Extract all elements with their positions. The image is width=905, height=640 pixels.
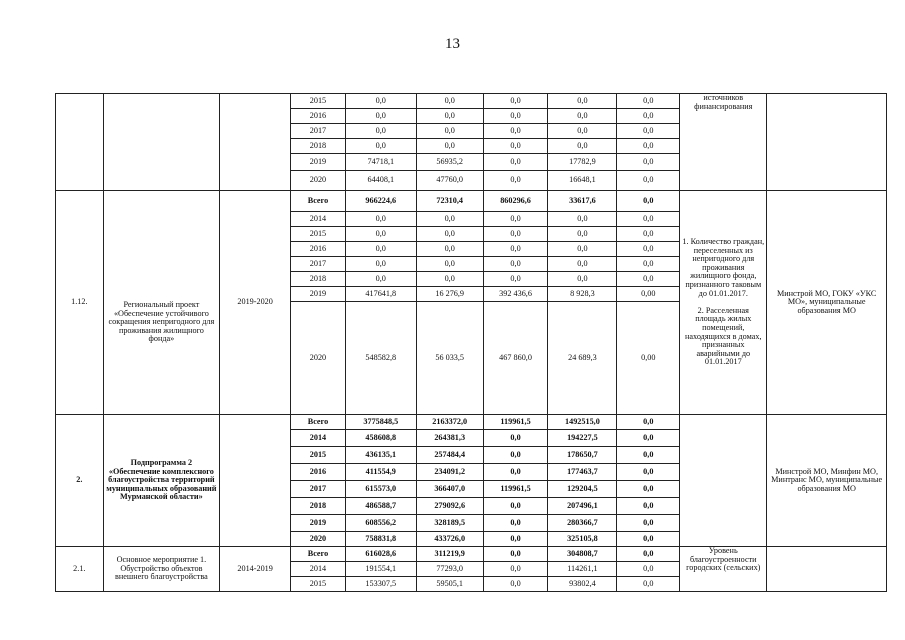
amount-cell: 0,0 — [483, 430, 548, 447]
amount-cell: 2163372,0 — [416, 415, 483, 430]
amount-cell: 0,0 — [617, 124, 680, 139]
amount-cell: 467 860,0 — [483, 302, 548, 415]
amount-cell: 0,0 — [548, 139, 617, 154]
amount-cell: 0,0 — [416, 272, 483, 287]
amount-cell: 0,0 — [617, 464, 680, 481]
page-number: 13 — [445, 36, 460, 52]
year-cell: Всего — [291, 415, 346, 430]
amount-cell: 0,0 — [617, 532, 680, 547]
year-cell: 2015 — [291, 227, 346, 242]
amount-cell: 0,0 — [416, 94, 483, 109]
amount-cell: 0,0 — [483, 562, 548, 577]
amount-cell: 0,0 — [617, 139, 680, 154]
period-cell — [220, 94, 291, 191]
amount-cell: 0,0 — [617, 515, 680, 532]
amount-cell: 433726,0 — [416, 532, 483, 547]
amount-cell: 311219,9 — [416, 547, 483, 562]
amount-cell: 0,00 — [617, 302, 680, 415]
amount-cell: 548582,8 — [345, 302, 416, 415]
item-name-cell: Подпрограмма 2 «Обеспечение комплексного благоустройства территорий муниципальных образований Мурманской области» — [103, 415, 220, 547]
item-number-cell: 1.12. — [56, 191, 104, 415]
amount-cell: 0,0 — [483, 547, 548, 562]
year-cell: 2014 — [291, 212, 346, 227]
amount-cell: 0,0 — [617, 257, 680, 272]
amount-cell: 0,0 — [617, 430, 680, 447]
amount-cell: 56 033,5 — [416, 302, 483, 415]
amount-cell: 279092,6 — [416, 498, 483, 515]
amount-cell: 458608,8 — [345, 430, 416, 447]
period-cell — [220, 415, 291, 547]
amount-cell: 0,0 — [617, 415, 680, 430]
table-row — [56, 547, 887, 562]
amount-cell: 0,0 — [617, 547, 680, 562]
executor-cell: Минстрой МО, ГОКУ «УКС МО», муниципальные образования МО — [767, 191, 887, 415]
amount-cell: 966224,6 — [345, 191, 416, 212]
amount-cell: 0,0 — [617, 242, 680, 257]
amount-cell: 0,0 — [416, 109, 483, 124]
item-name-cell — [103, 94, 220, 191]
budget-table — [55, 93, 887, 592]
amount-cell: 178650,7 — [548, 447, 617, 464]
amount-cell: 280366,7 — [548, 515, 617, 532]
amount-cell: 0,0 — [617, 227, 680, 242]
item-number-cell: 2.1. — [56, 547, 104, 592]
year-cell: 2015 — [291, 577, 346, 592]
amount-cell: 47760,0 — [416, 171, 483, 191]
amount-cell: 264381,3 — [416, 430, 483, 447]
amount-cell: 59505,1 — [416, 577, 483, 592]
amount-cell: 0,0 — [548, 242, 617, 257]
indicator-cell — [680, 415, 767, 547]
amount-cell: 234091,2 — [416, 464, 483, 481]
amount-cell: 0,0 — [548, 124, 617, 139]
amount-cell: 325105,8 — [548, 532, 617, 547]
year-cell: 2018 — [291, 272, 346, 287]
amount-cell: 758831,8 — [345, 532, 416, 547]
amount-cell: 77293,0 — [416, 562, 483, 577]
amount-cell: 0,0 — [483, 242, 548, 257]
year-cell: 2014 — [291, 562, 346, 577]
amount-cell: 436135,1 — [345, 447, 416, 464]
year-cell: 2020 — [291, 171, 346, 191]
amount-cell: 0,0 — [483, 227, 548, 242]
amount-cell: 328189,5 — [416, 515, 483, 532]
indicator-cell: Уровень благоустроенности городских (сельских) — [680, 547, 767, 592]
amount-cell: 0,0 — [483, 272, 548, 287]
amount-cell: 24 689,3 — [548, 302, 617, 415]
item-number-cell: 2. — [56, 415, 104, 547]
amount-cell: 0,0 — [483, 109, 548, 124]
amount-cell: 0,0 — [345, 242, 416, 257]
amount-cell: 0,0 — [617, 272, 680, 287]
item-name-cell: Региональный проект «Обеспечение устойчивого сокращения непригодного для проживания жилищного фонда» — [103, 191, 220, 415]
amount-cell: 17782,9 — [548, 154, 617, 171]
amount-cell: 0,0 — [345, 109, 416, 124]
amount-cell: 0,0 — [345, 139, 416, 154]
amount-cell: 0,00 — [617, 287, 680, 302]
amount-cell: 177463,7 — [548, 464, 617, 481]
amount-cell: 366407,0 — [416, 481, 483, 498]
amount-cell: 191554,1 — [345, 562, 416, 577]
amount-cell: 0,0 — [345, 94, 416, 109]
amount-cell: 0,0 — [416, 257, 483, 272]
year-cell: 2018 — [291, 139, 346, 154]
table-row — [56, 415, 887, 430]
amount-cell: 0,0 — [345, 124, 416, 139]
amount-cell: 608556,2 — [345, 515, 416, 532]
amount-cell: 0,0 — [617, 94, 680, 109]
item-number-cell — [56, 94, 104, 191]
amount-cell: 0,0 — [548, 212, 617, 227]
amount-cell: 0,0 — [345, 272, 416, 287]
amount-cell: 0,0 — [617, 447, 680, 464]
amount-cell: 0,0 — [548, 227, 617, 242]
year-cell: 2017 — [291, 481, 346, 498]
amount-cell: 194227,5 — [548, 430, 617, 447]
amount-cell: 0,0 — [617, 481, 680, 498]
executor-cell: Минстрой МО, Минфин МО, Минтранс МО, муниципальные образования МО — [767, 415, 887, 547]
amount-cell: 207496,1 — [548, 498, 617, 515]
amount-cell: 0,0 — [416, 212, 483, 227]
amount-cell: 0,0 — [483, 464, 548, 481]
amount-cell: 16648,1 — [548, 171, 617, 191]
amount-cell: 93802,4 — [548, 577, 617, 592]
period-cell: 2014-2019 — [220, 547, 291, 592]
year-cell: 2019 — [291, 515, 346, 532]
year-cell: 2020 — [291, 302, 346, 415]
amount-cell: 486588,7 — [345, 498, 416, 515]
indicator-cell: источников финансирования — [680, 94, 767, 191]
amount-cell: 0,0 — [483, 171, 548, 191]
year-cell: 2019 — [291, 287, 346, 302]
amount-cell: 1492515,0 — [548, 415, 617, 430]
year-cell: 2018 — [291, 498, 346, 515]
item-name-cell: Основное мероприятие 1. Обустройство объектов внешнего благоустройства — [103, 547, 220, 592]
amount-cell: 417641,8 — [345, 287, 416, 302]
year-cell: 2015 — [291, 94, 346, 109]
amount-cell: 0,0 — [617, 171, 680, 191]
amount-cell: 0,0 — [617, 562, 680, 577]
year-cell: 2020 — [291, 532, 346, 547]
amount-cell: 0,0 — [345, 212, 416, 227]
amount-cell: 3775848,5 — [345, 415, 416, 430]
amount-cell: 0,0 — [483, 577, 548, 592]
amount-cell: 0,0 — [345, 257, 416, 272]
amount-cell: 616028,6 — [345, 547, 416, 562]
amount-cell: 0,0 — [483, 532, 548, 547]
amount-cell: 860296,6 — [483, 191, 548, 212]
amount-cell: 114261,1 — [548, 562, 617, 577]
amount-cell: 0,0 — [483, 124, 548, 139]
year-cell: 2016 — [291, 464, 346, 481]
amount-cell: 64408,1 — [345, 171, 416, 191]
year-cell: Всего — [291, 191, 346, 212]
amount-cell: 33617,6 — [548, 191, 617, 212]
amount-cell: 0,0 — [416, 124, 483, 139]
year-cell: 2016 — [291, 109, 346, 124]
executor-cell — [767, 94, 887, 191]
amount-cell: 0,0 — [617, 498, 680, 515]
amount-cell: 0,0 — [548, 94, 617, 109]
amount-cell: 0,0 — [483, 257, 548, 272]
amount-cell: 0,0 — [617, 154, 680, 171]
year-cell: 2016 — [291, 242, 346, 257]
amount-cell: 0,0 — [483, 212, 548, 227]
amount-cell: 411554,9 — [345, 464, 416, 481]
amount-cell: 119961,5 — [483, 415, 548, 430]
amount-cell: 0,0 — [617, 191, 680, 212]
amount-cell: 304808,7 — [548, 547, 617, 562]
period-cell: 2019-2020 — [220, 191, 291, 415]
amount-cell: 16 276,9 — [416, 287, 483, 302]
amount-cell: 615573,0 — [345, 481, 416, 498]
amount-cell: 153307,5 — [345, 577, 416, 592]
amount-cell: 0,0 — [548, 257, 617, 272]
amount-cell: 0,0 — [548, 109, 617, 124]
amount-cell: 129204,5 — [548, 481, 617, 498]
amount-cell: 0,0 — [416, 139, 483, 154]
amount-cell: 72310,4 — [416, 191, 483, 212]
amount-cell: 74718,1 — [345, 154, 416, 171]
amount-cell: 392 436,6 — [483, 287, 548, 302]
indicator-cell: 1. Количество граждан, переселенных из непригодного для проживания жилищного фонда, признанного таковым до 01.01.2017. 2. Расселенная площадь жилых помещений, находящихся в домах, признанных аварийными до 01.01.2017 — [680, 191, 767, 415]
year-cell: 2017 — [291, 124, 346, 139]
amount-cell: 119961,5 — [483, 481, 548, 498]
year-cell: 2017 — [291, 257, 346, 272]
amount-cell: 0,0 — [617, 212, 680, 227]
amount-cell: 0,0 — [483, 139, 548, 154]
amount-cell: 0,0 — [483, 447, 548, 464]
year-cell: 2019 — [291, 154, 346, 171]
table-row — [56, 191, 887, 212]
table-row — [56, 94, 887, 109]
amount-cell: 0,0 — [345, 227, 416, 242]
amount-cell: 0,0 — [416, 227, 483, 242]
year-cell: 2015 — [291, 447, 346, 464]
amount-cell: 56935,2 — [416, 154, 483, 171]
amount-cell: 0,0 — [617, 577, 680, 592]
amount-cell: 0,0 — [483, 515, 548, 532]
amount-cell: 0,0 — [617, 109, 680, 124]
amount-cell: 8 928,3 — [548, 287, 617, 302]
year-cell: Всего — [291, 547, 346, 562]
year-cell: 2014 — [291, 430, 346, 447]
amount-cell: 0,0 — [416, 242, 483, 257]
amount-cell: 0,0 — [483, 154, 548, 171]
amount-cell: 0,0 — [483, 498, 548, 515]
amount-cell: 0,0 — [483, 94, 548, 109]
executor-cell — [767, 547, 887, 592]
amount-cell: 0,0 — [548, 272, 617, 287]
amount-cell: 257484,4 — [416, 447, 483, 464]
